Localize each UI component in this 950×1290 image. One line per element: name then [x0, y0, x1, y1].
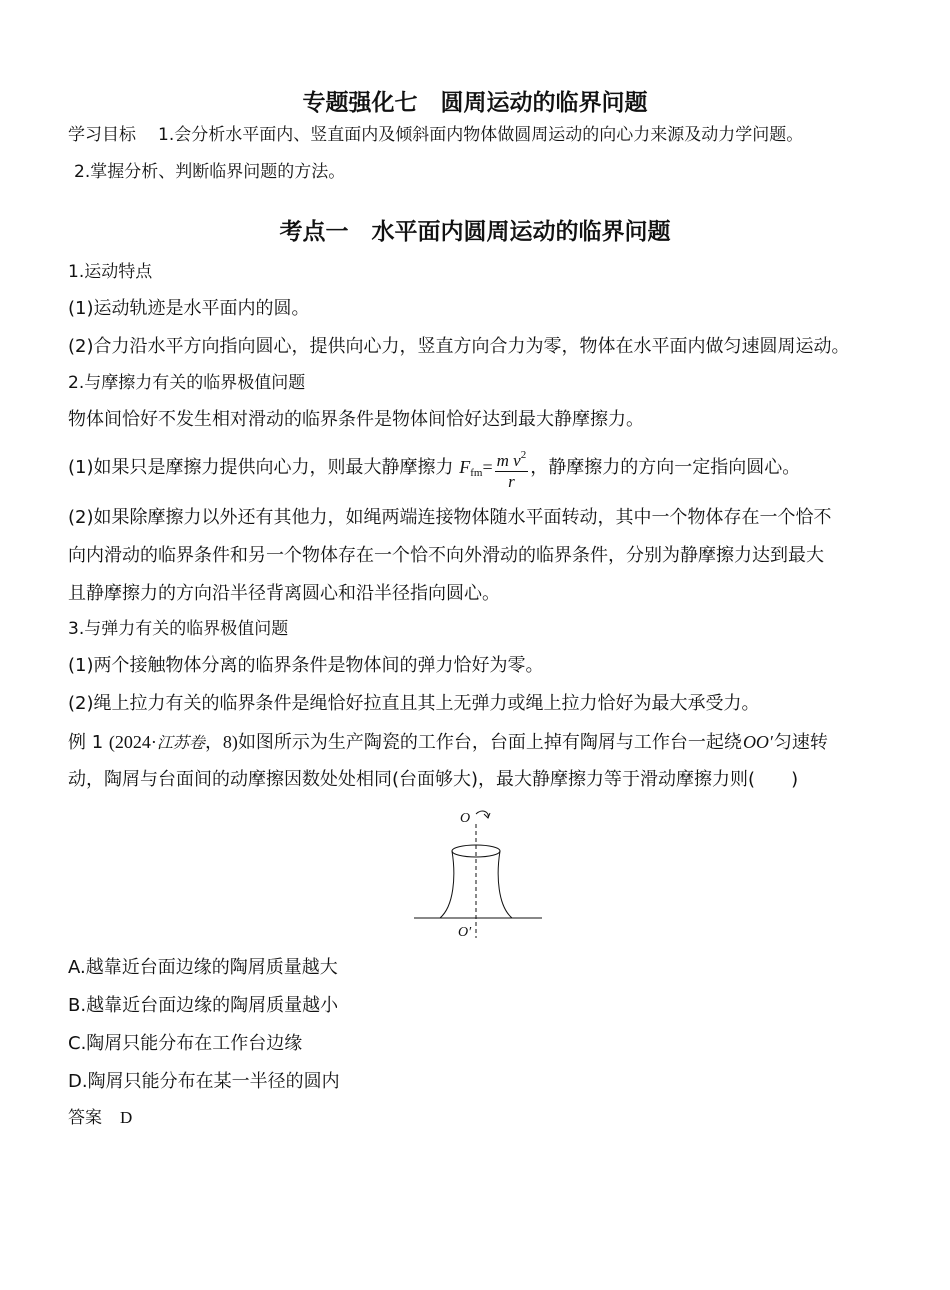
heading-friction-critical: 2.与摩擦力有关的临界极值问题	[68, 373, 306, 393]
heading-elastic-critical: 3.与弹力有关的临界极值问题	[68, 619, 289, 639]
paragraph-net-force: (2)合力沿水平方向指向圆心，提供向心力，竖直方向合力为零，物体在水平面内做匀速圆周运动。	[68, 336, 850, 357]
friction-text-after: ，静摩擦力的方向一定指向圆心。	[530, 457, 801, 478]
formula-numerator	[495, 445, 529, 472]
formula-force-symbol: F	[459, 457, 471, 477]
example-source-open: (2024·	[108, 732, 157, 752]
rotation-arrowhead-icon	[484, 813, 490, 818]
answer-line	[68, 1105, 898, 1131]
formula-mass: m	[496, 450, 509, 470]
option-a: A.越靠近台面边缘的陶屑质量越大	[68, 957, 338, 978]
formula-exponent: 2	[520, 448, 527, 461]
objective-item-1: 1.会分析水平面内、竖直面内及倾斜面内物体做圆周运动的向心力来源及动力学问题。	[158, 125, 804, 145]
objectives-label: 学习目标	[68, 125, 136, 145]
example-axis-label: OO′	[742, 732, 773, 752]
paragraph-trajectory: (1)运动轨迹是水平面内的圆。	[68, 298, 310, 319]
formula-velocity: v	[513, 450, 521, 470]
option-c: C.陶屑只能分布在工作台边缘	[68, 1033, 303, 1054]
answer-label: 答案	[68, 1108, 102, 1128]
formula-fraction	[495, 445, 529, 492]
learning-objectives-line1	[68, 122, 898, 148]
paragraph-rope-tension: (2)绳上拉力有关的临界条件是绳恰好拉直且其上无弹力或绳上拉力恰好为最大承受力。	[68, 693, 760, 714]
example-source-close: ，8)	[204, 732, 238, 752]
example-source-exam: 江苏卷	[156, 735, 205, 752]
paragraph-other-forces-line2: 向内滑动的临界条件和另一个物体存在一个恰不向外滑动的临界条件，分别为静摩擦力达到最大	[68, 545, 824, 566]
section-title: 考点一 水平面内圆周运动的临界问题	[279, 219, 671, 245]
option-d: D.陶屑只能分布在某一半径的圆内	[68, 1071, 340, 1092]
wheel-right-profile	[498, 851, 512, 918]
objective-item-2: 2.掌握分析、判断临界问题的方法。	[74, 162, 346, 182]
paragraph-max-static-friction	[68, 444, 898, 496]
friction-text-before: (1)如果只是摩擦力提供向心力，则最大静摩擦力	[68, 457, 454, 478]
answer-value: D	[120, 1108, 133, 1127]
paragraph-separation: (1)两个接触物体分离的临界条件是物体间的弹力恰好为零。	[68, 655, 544, 676]
example-stem-end: 匀速转	[773, 732, 828, 753]
formula-equals: =	[482, 457, 493, 477]
formula-denominator: r	[508, 471, 515, 491]
example-label: 例 1	[68, 732, 104, 753]
heading-motion-features: 1.运动特点	[68, 262, 153, 282]
example-stem-text: 如图所示为生产陶瓷的工作台，台面上掉有陶屑与工作台一起绕	[237, 732, 742, 753]
formula-subscript: fm	[470, 467, 483, 479]
figure-label-bottom: O′	[458, 925, 472, 940]
example-stem-line2: 动，陶屑与台面间的动摩擦因数处处相同(台面够大)，最大静摩擦力等于滑动摩擦力则( )	[68, 769, 799, 790]
paragraph-other-forces-line1: (2)如果除摩擦力以外还有其他力，如绳两端连接物体随水平面转动，其中一个物体存在一个恰不	[68, 507, 832, 528]
example-stem-line1	[68, 729, 898, 757]
page-title: 专题强化七 圆周运动的临界问题	[302, 90, 648, 116]
paragraph-other-forces-line3: 且静摩擦力的方向沿半径背离圆心和沿半径指向圆心。	[68, 583, 500, 604]
pottery-wheel-figure	[410, 806, 550, 940]
figure-label-top: O	[460, 811, 471, 826]
wheel-left-profile	[440, 851, 454, 918]
option-b: B.越靠近台面边缘的陶屑质量越小	[68, 995, 339, 1016]
paragraph-friction-condition: 物体间恰好不发生相对滑动的临界条件是物体间恰好达到最大静摩擦力。	[68, 409, 644, 430]
